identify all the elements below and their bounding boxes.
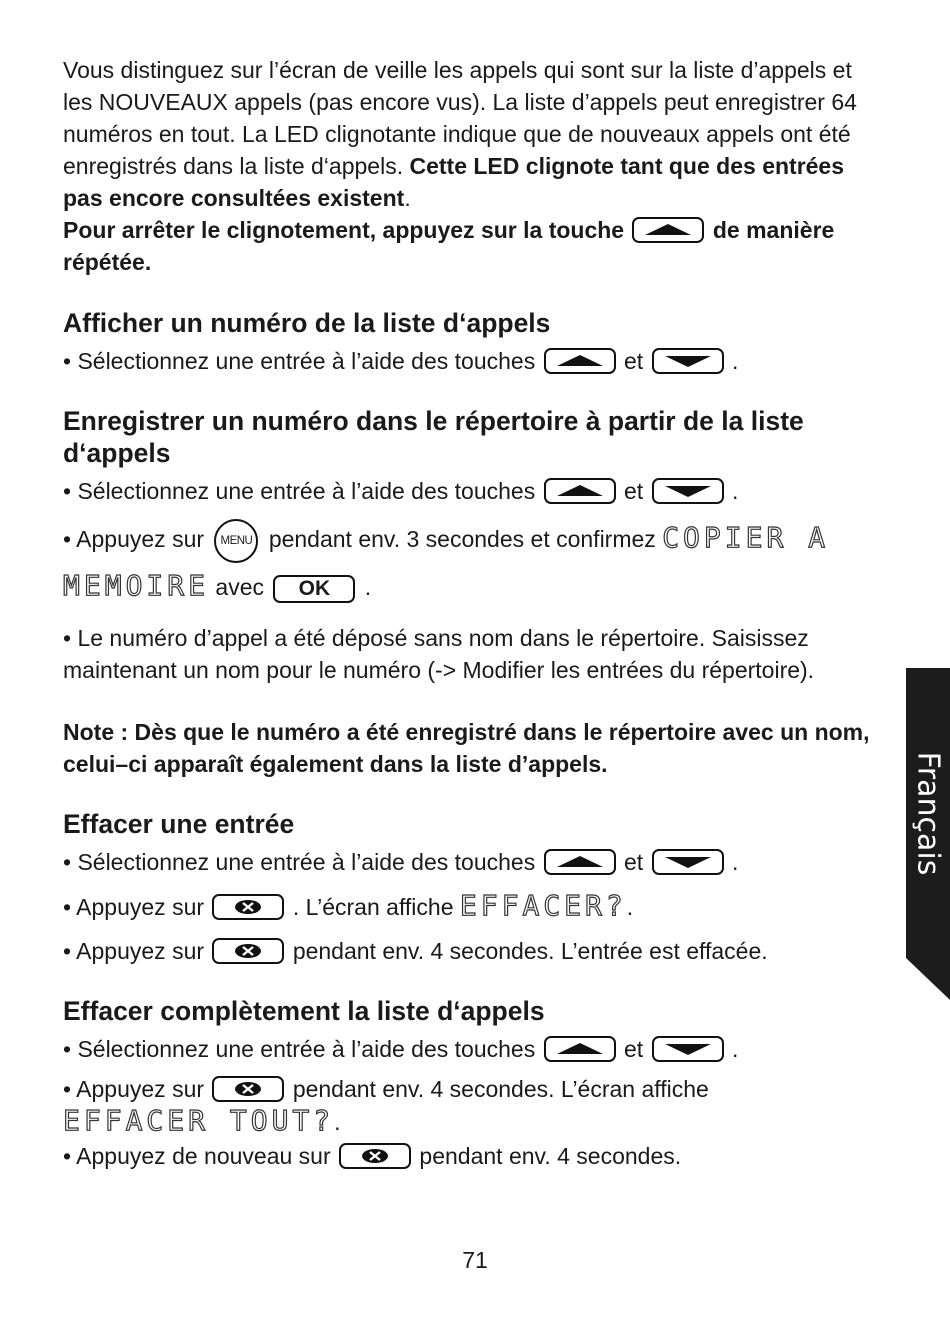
bullet-text: pendant env. 4 secondes. L’entrée est effacée. [292,937,768,964]
down-key-icon [652,348,724,374]
section-title-display: Afficher un numéro de la liste d‘appels [63,308,551,338]
list-item [63,935,885,967]
list-item: • Le numéro d’appel a été déposé sans nom dans le répertoire. Saisissez maintenant un nom pour le numéro (-> Modifier les entrées du répertoire). [63,624,815,683]
bullet-text: pendant env. 3 secondes et confirmez [268,526,656,552]
bullet-text: • Appuyez de nouveau sur [63,1142,331,1169]
bullet-text: pendant env. 4 secondes. L’écran affiche [292,1075,709,1102]
page-content [63,54,885,1184]
intro-text: Vous distinguez sur l’écran de veille les appels qui sont sur la liste d’appels et les NOUVEAUX appels (pas encore vus). La liste d’appels peut enregistrer 64 numéros en tout. La LED clignotante indique que de nouveaux appels ont été enregistrés dans la liste d‘appels. [63,57,857,179]
and-text: et [624,478,644,504]
section-title-clear-all: Effacer complètement la liste d‘appels [63,995,545,1026]
lcd-delete: EFFACER? [459,888,627,922]
bullet-text: • Sélectionnez une entrée à l’aide des touches [63,848,536,875]
end-period: . [626,893,634,920]
end-period: . [731,848,739,875]
ok-key-icon: OK [273,575,355,603]
down-key-icon [652,478,724,504]
delete-key-icon [212,938,284,964]
list-item [63,1140,885,1172]
up-key-icon [544,348,616,374]
end-period: . [334,1108,341,1135]
list-item [63,1033,885,1065]
intro-period: . [404,185,411,211]
with-text: avec [215,573,264,600]
list-item [63,1073,885,1138]
intro-bold-repeat: de manière répétée. [63,217,835,275]
note-paragraph: Note : Dès que le numéro a été enregistré dans le répertoire avec un nom, celui–ci apparaît également dans la liste d’appels. [63,718,870,777]
lcd-delete-all: EFFACER TOUT? [63,1103,335,1137]
end-period: . [364,573,372,600]
and-text: et [624,848,644,875]
intro-bold-led: Cette LED clignote tant que des entrées pas encore consultées existent [63,153,845,211]
bullet-text: • Sélectionnez une entrée à l’aide des touches [63,348,536,374]
lcd-copy-to-memory: COPIER A MEMOIRE [63,521,830,602]
down-key-icon [652,849,724,875]
up-key-icon [544,1036,616,1062]
section-title-save: Enregistrer un numéro dans le répertoire à partir de la liste d‘appels [63,406,804,468]
up-key-icon [632,217,704,243]
language-tab-label [906,668,950,958]
end-period: . [731,348,739,374]
delete-key-icon [212,894,284,920]
intro-bold-stop: Pour arrêter le clignotement, appuyez sur la touche [63,217,625,243]
bullet-text: • Appuyez sur [63,893,205,920]
end-period: . [731,1035,739,1062]
section-title-delete: Effacer une entrée [63,808,295,839]
end-period: . [731,478,739,504]
list-item [63,515,885,610]
delete-key-icon [339,1143,411,1169]
bullet-text: • Sélectionnez une entrée à l’aide des touches [63,478,536,504]
bullet-text: • Appuyez sur [63,526,205,552]
menu-key-icon: MENU [214,519,258,563]
bullet-text: • Sélectionnez une entrée à l’aide des touches [63,1035,536,1062]
up-key-icon [544,849,616,875]
bullet-text: • Appuyez sur [63,937,205,964]
page-number: 71 [462,1247,488,1273]
language-label: Français [910,751,946,875]
delete-key-icon [212,1076,284,1102]
bullet-text: pendant env. 4 secondes. [419,1142,682,1169]
intro-paragraph [63,54,885,278]
list-item [63,846,885,878]
and-text: et [624,1035,644,1062]
up-key-icon [544,478,616,504]
list-item [63,345,885,377]
list-item [63,475,885,507]
bullet-text: . L’écran affiche [292,893,454,920]
bullet-text: • Appuyez sur [63,1075,205,1102]
and-text: et [624,348,644,374]
list-item [63,890,885,923]
down-key-icon [652,1036,724,1062]
